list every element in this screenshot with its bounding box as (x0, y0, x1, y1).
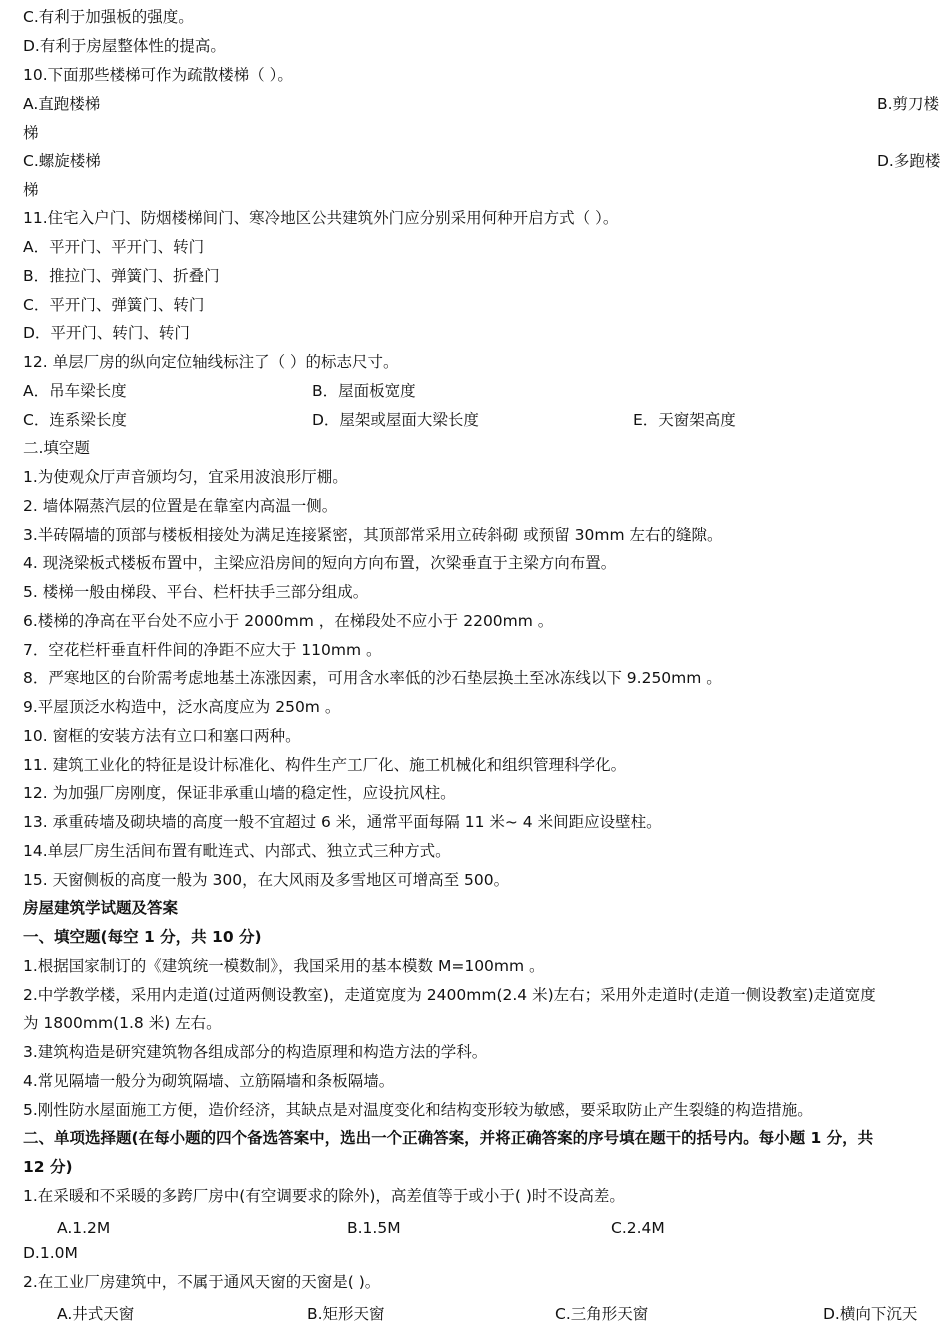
text-line: C.有利于加强板的强度。 (23, 8, 194, 26)
text-line: 9.平屋顶泛水构造中，泛水高度应为 250m 。 (23, 698, 341, 716)
option-c: C.螺旋楼梯 (23, 152, 101, 170)
text-line: 11. 建筑工业化的特征是设计标准化、构件生产工厂化、施工机械化和组织管理科学化。 (23, 756, 627, 774)
section-heading: 二.填空题 (23, 439, 90, 457)
text-line: 4.常见隔墙一般分为砌筑隔墙、立筋隔墙和条板隔墙。 (23, 1072, 395, 1090)
option-d: D．屋架或屋面大梁长度 (312, 411, 479, 429)
text-line: 6.楼梯的净高在平台处不应小于 2000mm ，在梯段处不应小于 2200mm 。 (23, 612, 554, 630)
option-b: B.矩形天窗 (307, 1305, 385, 1323)
document-title: 房屋建筑学试题及答案 (23, 899, 179, 917)
text-line: 8．严寒地区的台阶需考虑地基土冻涨因素，可用含水率低的沙石垫层换土至冰冻线以下 9.250mm 。 (23, 669, 722, 687)
option-d: D.多跑楼 (877, 152, 941, 170)
question-12: 12. 单层厂房的纵向定位轴线标注了（ ）的标志尺寸。 (23, 353, 399, 371)
option-a: A.1.2M (57, 1219, 111, 1237)
question-11: 11.住宅入户门、防烟楼梯间门、寒冷地区公共建筑外门应分别采用何种开启方式（ ）。 (23, 209, 619, 227)
option-a: A.直跑楼梯 (23, 95, 101, 113)
text-line: 2.中学教学楼，采用内走道(过道两侧设教室)，走道宽度为 2400mm(2.4 米)左右；采用外走道时(走道一侧设教室)走道宽度 (23, 986, 876, 1004)
text-line: 5. 楼梯一般由梯段、平台、栏杆扶手三部分组成。 (23, 583, 369, 601)
section-heading: 12 分) (23, 1158, 73, 1176)
option-c: C．连系梁长度 (23, 411, 127, 429)
text-line: 2. 墙体隔蒸汽层的位置是在靠室内高温一侧。 (23, 497, 338, 515)
section-heading: 一、填空题(每空 1 分，共 10 分) (23, 928, 262, 946)
text-line: 1.根据国家制订的《建筑统一模数制》，我国采用的基本模数 M=100mm 。 (23, 957, 545, 975)
section-heading: 二、单项选择题(在每小题的四个备选答案中，选出一个正确答案，并将正确答案的序号填在题干的括号内。每小题 1 分，共 (23, 1129, 874, 1147)
text-line: 15. 天窗侧板的高度一般为 300，在大风雨及多雪地区可增高至 500。 (23, 871, 510, 889)
option-a: A．平开门、平开门、转门 (23, 238, 205, 256)
option-e: E．天窗架高度 (633, 411, 736, 429)
option-a: A.井式天窗 (57, 1305, 135, 1323)
option-b: B.剪刀楼 (877, 95, 940, 113)
option-c: C．平开门、弹簧门、转门 (23, 296, 205, 314)
option-c: C.2.4M (611, 1219, 665, 1237)
text-line: 1.为使观众厅声音颁均匀，宜采用波浪形厅棚。 (23, 468, 348, 486)
option-c: C.三角形天窗 (555, 1305, 649, 1323)
text-line: D.有利于房屋整体性的提高。 (23, 37, 226, 55)
text-line: 为 1800mm(1.8 米) 左右。 (23, 1014, 222, 1032)
text-line: 梯 (23, 181, 39, 199)
text-line: 4. 现浇梁板式楼板布置中，主梁应沿房间的短向方向布置，次梁垂直于主梁方向布置。 (23, 554, 617, 572)
option-a: A．吊车梁长度 (23, 382, 127, 400)
question-1: 1.在采暖和不采暖的多跨厂房中(有空调要求的除外)，高差值等于或小于( )时不设高差。 (23, 1187, 625, 1205)
option-d: D.横向下沉天 (823, 1305, 918, 1323)
text-line: 7．空花栏杆垂直杆件间的净距不应大于 110mm 。 (23, 641, 382, 659)
option-b: B．屋面板宽度 (312, 382, 416, 400)
text-line: 梯 (23, 124, 39, 142)
option-d: D.1.0M (23, 1244, 78, 1262)
text-line: 3.半砖隔墙的顶部与楼板相接处为满足连接紧密，其顶部常采用立砖斜砌 或预留 30mm 左右的缝隙。 (23, 526, 723, 544)
text-line: 13. 承重砖墙及砌块墙的高度一般不宜超过 6 米，通常平面每隔 11 米~ 4 米间距应设壁柱。 (23, 813, 662, 831)
text-line: 12. 为加强厂房刚度，保证非承重山墙的稳定性，应设抗风柱。 (23, 784, 456, 802)
option-b: B.1.5M (347, 1219, 401, 1237)
text-line: 5.刚性防水屋面施工方便，造价经济，其缺点是对温度变化和结构变形较为敏感，要采取防止产生裂缝的构造措施。 (23, 1101, 813, 1119)
text-line: 10. 窗框的安装方法有立口和塞口两种。 (23, 727, 301, 745)
option-b: B．推拉门、弹簧门、折叠门 (23, 267, 220, 285)
text-line: 14.单层厂房生活间布置有毗连式、内部式、独立式三种方式。 (23, 842, 451, 860)
option-d: D．平开门、转门、转门 (23, 324, 190, 342)
question-2: 2.在工业厂房建筑中，不属于通风天窗的天窗是( )。 (23, 1273, 381, 1291)
question-10: 10.下面那些楼梯可作为疏散楼梯（ ）。 (23, 66, 293, 84)
text-line: 3.建筑构造是研究建筑物各组成部分的构造原理和构造方法的学科。 (23, 1043, 488, 1061)
